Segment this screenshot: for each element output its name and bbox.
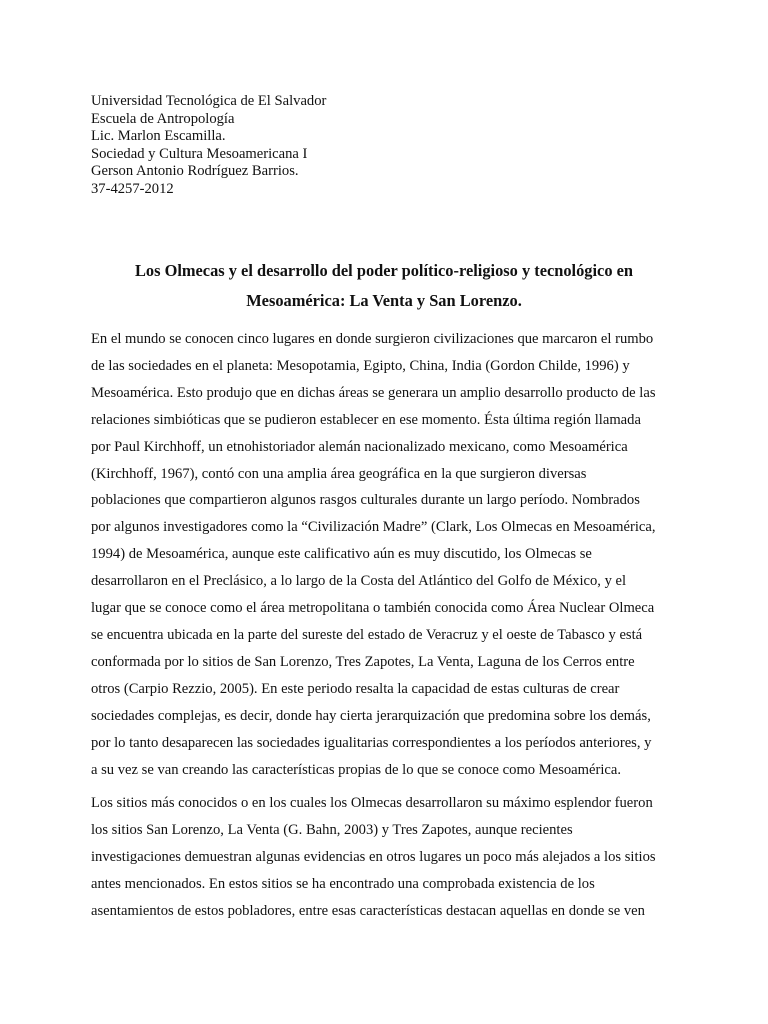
text-line: conformada por lo sitios de San Lorenzo, Tres Zapotes, La Venta, Laguna de los Cerros entre (91, 653, 635, 670)
text-line: Mesoamérica. Esto produjo que en dichas áreas se generara un amplio desarrollo producto de las (91, 384, 656, 401)
text-line: 1994) de Mesoamérica, aunque este calificativo aún es muy discutido, los Olmecas se (91, 546, 592, 563)
header-university: Universidad Tecnológica de El Salvador (91, 93, 327, 109)
title-line: Los Olmecas y el desarrollo del poder político-religioso y tecnológico en (134, 261, 634, 280)
text-line: lugar que se conoce como el área metropolitana o también conocida como Área Nuclear Olmeca (91, 600, 655, 617)
text-line: por algunos investigadores como la “Civilización Madre” (Clark, Los Olmecas en Mesoamérica, (91, 519, 656, 536)
text-line: relaciones simbióticas que se pudieron establecer en ese momento. Ésta última región llamada (91, 411, 641, 428)
header-student-id: 37-4257-2012 (91, 180, 174, 197)
text-line: se encuentra ubicada en la parte del sureste del estado de Veracruz y el oeste de Tabasco y está (91, 626, 643, 643)
document-header (91, 93, 691, 199)
header-course: Sociedad y Cultura Mesoamericana I (91, 145, 308, 162)
header-school: Escuela de Antropología (91, 110, 235, 127)
text-line: En el mundo se conocen cinco lugares en donde surgieron civilizaciones que marcaron el rumbo (91, 331, 654, 347)
paragraph-2 (91, 790, 675, 925)
text-line: sociedades complejas, es decir, donde hay cierta jerarquización que predomina sobre los demás, (91, 707, 651, 724)
text-line: los sitios San Lorenzo, La Venta (G. Bahn, 2003) y Tres Zapotes, aunque recientes (91, 821, 573, 838)
text-line: asentamientos de estos pobladores, entre esas características destacan aquellas en donde se ven (91, 902, 645, 919)
paragraph-1 (91, 326, 675, 783)
text-line: por lo tanto desaparecen las sociedades igualitarias correspondientes a los períodos anteriores, y (91, 734, 652, 751)
header-student: Gerson Antonio Rodríguez Barrios. (91, 163, 299, 180)
text-line: Los sitios más conocidos o en los cuales los Olmecas desarrollaron su máximo esplendor fueron (91, 795, 653, 811)
text-line: desarrollaron en el Preclásico, a lo largo de la Costa del Atlántico del Golfo de México, y el (91, 573, 627, 590)
text-line: de las sociedades en el planeta: Mesopotamia, Egipto, China, India (Gordon Childe, 1996) y (91, 357, 630, 374)
header-professor: Lic. Marlon Escamilla. (91, 128, 226, 145)
text-line: por Paul Kirchhoff, un etnohistoriador alemán nacionalizado mexicano, como Mesoamérica (91, 438, 628, 455)
text-line: a su vez se van creando las características propias de lo que se conoce como Mesoamérica. (91, 761, 622, 778)
text-line: (Kirchhoff, 1967), contó con una amplia área geográfica en la que surgieron diversas (91, 465, 587, 482)
document-title (80, 256, 688, 315)
text-line: antes mencionados. En estos sitios se ha encontrado una comprobada existencia de los (91, 875, 595, 892)
text-line: otros (Carpio Rezzio, 2005). En este periodo resalta la capacidad de estas culturas de crear (91, 680, 620, 697)
title-line: Mesoamérica: La Venta y San Lorenzo. (246, 290, 522, 310)
text-line: poblaciones que compartieron algunos rasgos culturales durante un largo período. Nombrados (91, 492, 640, 509)
text-line: investigaciones demuestran algunas evidencias en otros lugares un poco más alejados a los sitios (91, 848, 656, 865)
